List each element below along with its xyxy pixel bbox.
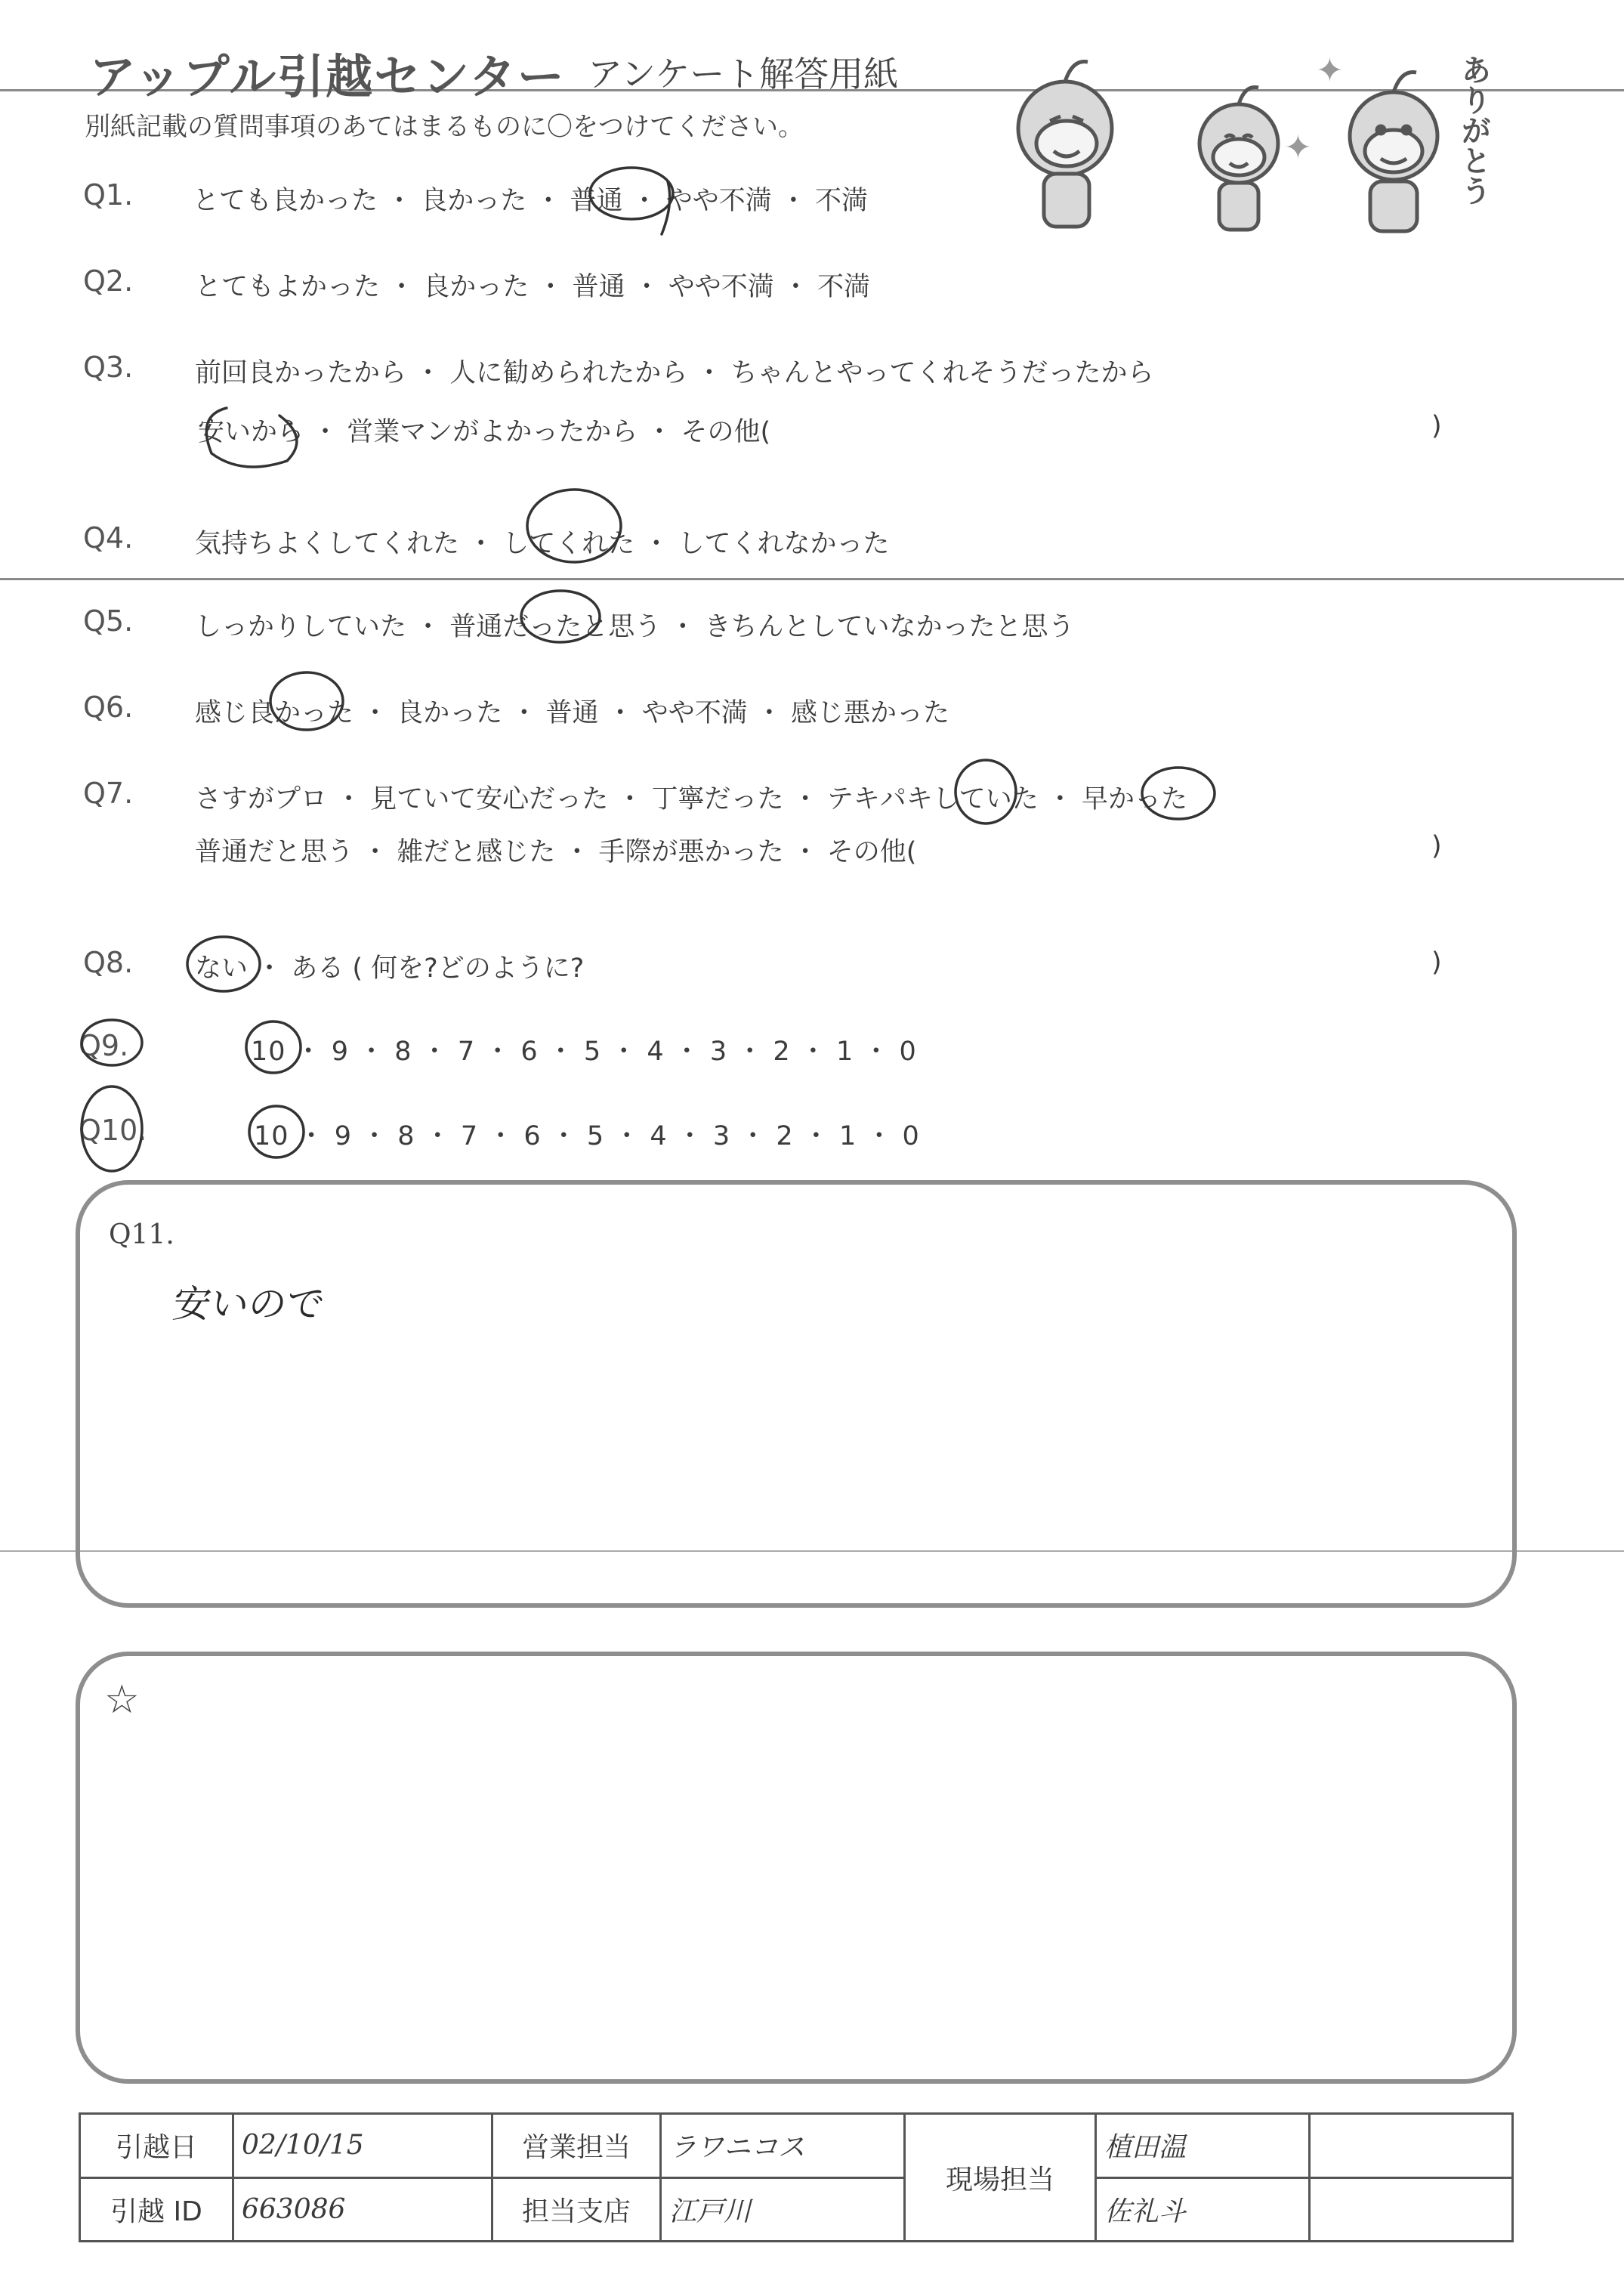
branch-value: 江戸川 — [661, 2177, 905, 2242]
q8-close-paren: ) — [1431, 947, 1442, 978]
star-label: ☆ — [104, 1677, 140, 1723]
q10-label: Q10. — [79, 1114, 147, 1147]
move-date-value: 02/10/15 — [233, 2114, 492, 2178]
branch-label: 担当支店 — [492, 2177, 661, 2242]
q7-circle-tekipaki-icon — [956, 760, 1016, 824]
q8-circle-icon — [187, 937, 260, 991]
move-info-table — [79, 2112, 1514, 2242]
q9-scale: 10 ・ 9 ・ 8 ・ 7 ・ 6 ・ 5 ・ 4 ・ 3 ・ 2 ・ 1 ・ 0 — [251, 1037, 917, 1067]
q10-label-circle-icon — [82, 1086, 142, 1171]
q11-handwritten-answer: 安いので — [170, 1282, 328, 1326]
q4-label: Q4. — [83, 521, 134, 555]
q3-circle-icon — [206, 408, 297, 467]
form-subtitle: アンケート解答用紙 — [588, 54, 899, 94]
sparkle-icon: ✦ — [1284, 128, 1312, 167]
mascot-tagline: ありがとう — [1456, 54, 1491, 206]
q8-options: ない ・ ある ( 何を?どのように? — [195, 953, 585, 984]
q2-options: とてもよかった ・ 良かった ・ 普通 ・ やや不満 ・ 不満 — [195, 272, 871, 302]
q1-options: とても良かった ・ 良かった ・ 普通 ・ やや不満 ・ 不満 — [193, 186, 869, 216]
instruction-text: 別紙記載の質問事項のあてはまるものに〇をつけてください。 — [85, 112, 804, 142]
site-label: 現場担当 — [905, 2114, 1096, 2242]
move-date-label: 引越日 — [80, 2114, 233, 2178]
site-value-1: 植田温 — [1096, 2114, 1310, 2178]
q6-label: Q6. — [83, 691, 134, 724]
sales-label: 営業担当 — [492, 2114, 661, 2178]
free-comment-box — [76, 1652, 1517, 2084]
q10-circle-icon — [249, 1106, 304, 1157]
q5-options: しっかりしていた ・ 普通だったと思う ・ きちんとしていなかったと思う — [195, 612, 1075, 642]
q4-options: 気持ちよくしてくれた ・ してくれた ・ してくれなかった — [195, 529, 890, 559]
q8-label: Q8. — [83, 946, 134, 979]
q6-circle-icon — [270, 672, 343, 730]
q7-label: Q7. — [83, 777, 134, 810]
q11-comment-box — [76, 1180, 1517, 1608]
site-extra-cell-1 — [1310, 2114, 1513, 2178]
q7-options-line2: 普通だと思う ・ 雑だと感じた ・ 手際が悪かった ・ その他( — [195, 837, 917, 867]
q2-label: Q2. — [83, 264, 134, 298]
q10-scale: 10 ・ 9 ・ 8 ・ 7 ・ 6 ・ 5 ・ 4 ・ 3 ・ 2 ・ 1 ・ 0 — [254, 1121, 920, 1151]
move-id-label: 引越 ID — [80, 2177, 233, 2242]
q4-circle-icon — [527, 490, 621, 562]
q3-options-line2: 安いから ・ 営業マンがよかったから ・ その他( — [198, 417, 771, 447]
q5-circle-icon — [521, 591, 600, 642]
q9-label-circle-icon — [82, 1020, 142, 1065]
q3-options: 前回良かったから ・ 人に勧められたから ・ ちゃんとやってくれそうだったから — [195, 358, 1154, 388]
brand-title: アップル引越センター — [89, 49, 566, 104]
q7-options: さすがプロ ・ 見ていて安心だった ・ 丁寧だった ・ テキパキしていた ・ 早かった — [195, 784, 1188, 814]
q9-label: Q9. — [79, 1029, 129, 1062]
q7-circle-hayakatta-icon — [1142, 768, 1215, 819]
q6-options: 感じ良かった ・ 良かった ・ 普通 ・ やや不満 ・ 感じ悪かった — [195, 698, 950, 728]
q3-label: Q3. — [83, 351, 134, 384]
q3-close-paren: ) — [1431, 411, 1442, 441]
q1-label: Q1. — [83, 178, 134, 212]
q7-close-paren: ) — [1431, 831, 1442, 861]
q9-circle-icon — [246, 1021, 301, 1073]
q5-label: Q5. — [83, 604, 134, 638]
site-extra-cell-2 — [1310, 2177, 1513, 2242]
site-value-2: 佐礼斗 — [1096, 2177, 1310, 2242]
q11-label: Q11. — [109, 1219, 174, 1250]
q1-circle-icon — [590, 168, 673, 219]
move-id-value: 663086 — [233, 2177, 492, 2242]
sales-value: ラワニコス — [661, 2114, 905, 2178]
sparkle-icon: ✦ — [1316, 51, 1344, 90]
